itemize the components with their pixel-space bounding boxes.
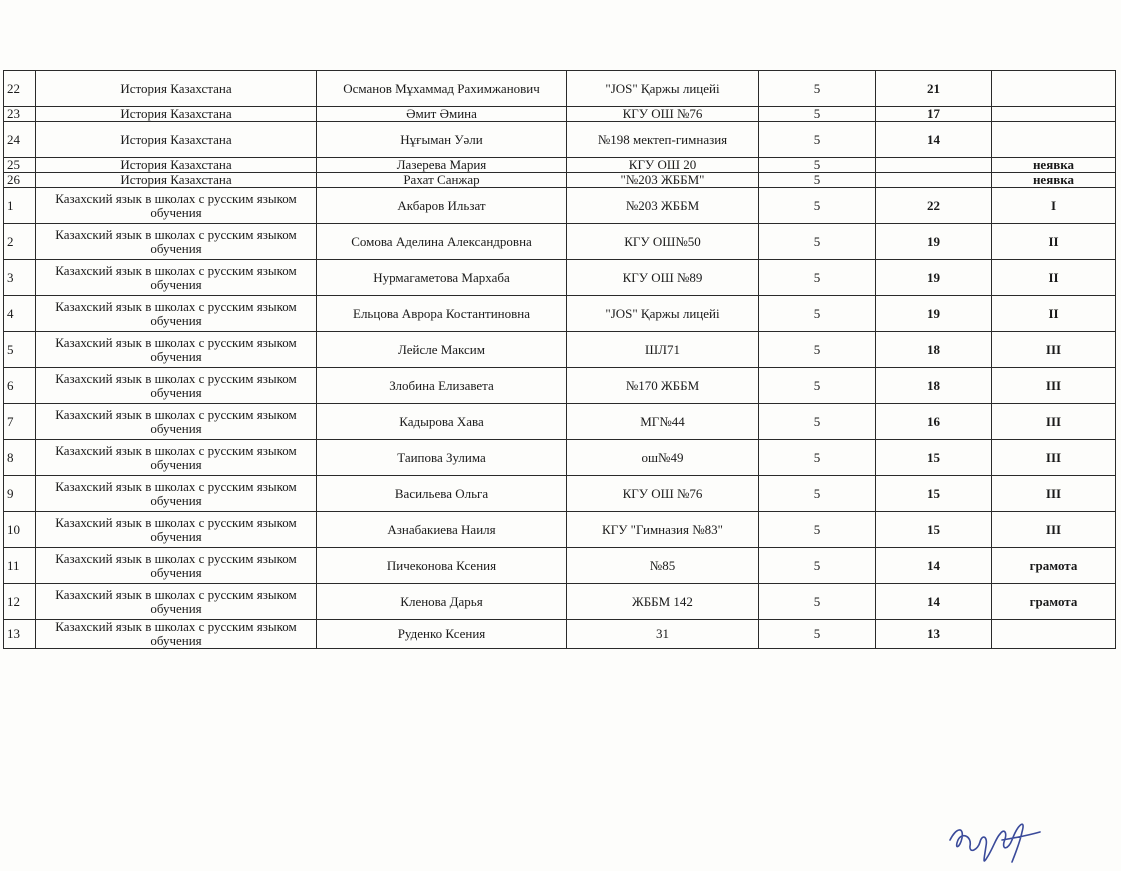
student-name: Кадырова Хава xyxy=(317,404,567,440)
table-row xyxy=(4,158,1116,173)
score-cell: 17 xyxy=(876,107,992,122)
student-name: Ельцова Аврора Костантиновна xyxy=(317,296,567,332)
place-cell: II xyxy=(992,260,1116,296)
student-name: Пичеконова Ксения xyxy=(317,548,567,584)
subject-cell: Казахский язык в школах с русским языком обучения xyxy=(36,404,317,440)
subject-cell: История Казахстана xyxy=(36,122,317,158)
score-cell: 21 xyxy=(876,71,992,107)
subject-cell: История Казахстана xyxy=(36,158,317,173)
row-number: 24 xyxy=(4,122,36,158)
grade-cell: 5 xyxy=(759,173,876,188)
place-cell: II xyxy=(992,224,1116,260)
place-cell: III xyxy=(992,512,1116,548)
table-row xyxy=(4,584,1116,620)
place-cell: III xyxy=(992,368,1116,404)
grade-cell: 5 xyxy=(759,107,876,122)
table-row xyxy=(4,188,1116,224)
school-cell: КГУ ОШ№50 xyxy=(567,224,759,260)
subject-cell: История Казахстана xyxy=(36,107,317,122)
place-cell xyxy=(992,71,1116,107)
grade-cell: 5 xyxy=(759,476,876,512)
score-cell: 19 xyxy=(876,296,992,332)
subject-cell: Казахский язык в школах с русским языком обучения xyxy=(36,476,317,512)
subject-cell: Казахский язык в школах с русским языком обучения xyxy=(36,548,317,584)
subject-cell: Казахский язык в школах с русским языком обучения xyxy=(36,260,317,296)
score-cell: 13 xyxy=(876,620,992,649)
school-cell: КГУ ОШ №76 xyxy=(567,476,759,512)
row-number: 22 xyxy=(4,71,36,107)
subject-cell: Казахский язык в школах с русским языком обучения xyxy=(36,296,317,332)
grade-cell: 5 xyxy=(759,224,876,260)
score-cell: 19 xyxy=(876,224,992,260)
place-cell xyxy=(992,107,1116,122)
subject-cell: Казахский язык в школах с русским языком обучения xyxy=(36,188,317,224)
subject-cell: Казахский язык в школах с русским языком обучения xyxy=(36,512,317,548)
place-cell: грамота xyxy=(992,548,1116,584)
table-row xyxy=(4,404,1116,440)
school-cell: КГУ ОШ №76 xyxy=(567,107,759,122)
school-cell: КГУ "Гимназия №83" xyxy=(567,512,759,548)
grade-cell: 5 xyxy=(759,620,876,649)
place-cell: II xyxy=(992,296,1116,332)
place-cell: грамота xyxy=(992,584,1116,620)
school-cell: №198 мектеп-гимназия xyxy=(567,122,759,158)
table-row xyxy=(4,620,1116,649)
signature-icon xyxy=(942,810,1052,870)
place-cell: III xyxy=(992,404,1116,440)
grade-cell: 5 xyxy=(759,440,876,476)
place-cell xyxy=(992,620,1116,649)
row-number: 9 xyxy=(4,476,36,512)
school-cell: "№203 ЖББМ" xyxy=(567,173,759,188)
school-cell: ЖББМ 142 xyxy=(567,584,759,620)
student-name: Лазерева Мария xyxy=(317,158,567,173)
school-cell: КГУ ОШ 20 xyxy=(567,158,759,173)
subject-cell: Казахский язык в школах с русским языком обучения xyxy=(36,620,317,649)
table-row xyxy=(4,71,1116,107)
score-cell: 14 xyxy=(876,122,992,158)
grade-cell: 5 xyxy=(759,71,876,107)
student-name: Злобина Елизавета xyxy=(317,368,567,404)
school-cell: ош№49 xyxy=(567,440,759,476)
row-number: 6 xyxy=(4,368,36,404)
score-cell: 14 xyxy=(876,548,992,584)
table-row xyxy=(4,368,1116,404)
table-row xyxy=(4,173,1116,188)
school-cell: МГ№44 xyxy=(567,404,759,440)
subject-cell: История Казахстана xyxy=(36,173,317,188)
score-cell: 19 xyxy=(876,260,992,296)
grade-cell: 5 xyxy=(759,122,876,158)
place-cell: III xyxy=(992,476,1116,512)
student-name: Кленова Дарья xyxy=(317,584,567,620)
score-cell xyxy=(876,173,992,188)
score-cell: 15 xyxy=(876,440,992,476)
row-number: 4 xyxy=(4,296,36,332)
place-cell: неявка xyxy=(992,173,1116,188)
table-row xyxy=(4,440,1116,476)
row-number: 12 xyxy=(4,584,36,620)
school-cell: 31 xyxy=(567,620,759,649)
student-name: Османов Мұхаммад Рахимжанович xyxy=(317,71,567,107)
student-name: Таипова Зулима xyxy=(317,440,567,476)
student-name: Азнабакиева Наиля xyxy=(317,512,567,548)
student-name: Руденко Ксения xyxy=(317,620,567,649)
row-number: 8 xyxy=(4,440,36,476)
score-cell: 15 xyxy=(876,476,992,512)
subject-cell: Казахский язык в школах с русским языком обучения xyxy=(36,440,317,476)
row-number: 7 xyxy=(4,404,36,440)
student-name: Нұғыман Уәли xyxy=(317,122,567,158)
score-cell: 15 xyxy=(876,512,992,548)
table-row xyxy=(4,107,1116,122)
grade-cell: 5 xyxy=(759,158,876,173)
table-row xyxy=(4,224,1116,260)
subject-cell: Казахский язык в школах с русским языком обучения xyxy=(36,368,317,404)
student-name: Лейсле Максим xyxy=(317,332,567,368)
subject-cell: Казахский язык в школах с русским языком обучения xyxy=(36,332,317,368)
row-number: 25 xyxy=(4,158,36,173)
row-number: 26 xyxy=(4,173,36,188)
score-cell: 18 xyxy=(876,332,992,368)
grade-cell: 5 xyxy=(759,332,876,368)
table-row xyxy=(4,296,1116,332)
row-number: 23 xyxy=(4,107,36,122)
table-row xyxy=(4,512,1116,548)
grade-cell: 5 xyxy=(759,404,876,440)
grade-cell: 5 xyxy=(759,260,876,296)
grade-cell: 5 xyxy=(759,188,876,224)
place-cell: неявка xyxy=(992,158,1116,173)
place-cell: III xyxy=(992,332,1116,368)
student-name: Нурмагаметова Мархаба xyxy=(317,260,567,296)
school-cell: "JOS" Қаржы лицейі xyxy=(567,71,759,107)
school-cell: ШЛ71 xyxy=(567,332,759,368)
student-name: Сомова Аделина Александровна xyxy=(317,224,567,260)
school-cell: КГУ ОШ №89 xyxy=(567,260,759,296)
score-cell: 14 xyxy=(876,584,992,620)
results-table xyxy=(3,70,1116,649)
table-row xyxy=(4,260,1116,296)
place-cell: III xyxy=(992,440,1116,476)
row-number: 2 xyxy=(4,224,36,260)
subject-cell: Казахский язык в школах с русским языком обучения xyxy=(36,584,317,620)
table-row xyxy=(4,476,1116,512)
table-row xyxy=(4,332,1116,368)
row-number: 10 xyxy=(4,512,36,548)
place-cell xyxy=(992,122,1116,158)
results-table-body xyxy=(4,71,1116,649)
school-cell: №170 ЖББМ xyxy=(567,368,759,404)
row-number: 1 xyxy=(4,188,36,224)
school-cell: №85 xyxy=(567,548,759,584)
table-row xyxy=(4,548,1116,584)
school-cell: №203 ЖББМ xyxy=(567,188,759,224)
grade-cell: 5 xyxy=(759,548,876,584)
row-number: 3 xyxy=(4,260,36,296)
grade-cell: 5 xyxy=(759,512,876,548)
score-cell xyxy=(876,158,992,173)
score-cell: 16 xyxy=(876,404,992,440)
table-row xyxy=(4,122,1116,158)
score-cell: 18 xyxy=(876,368,992,404)
student-name: Акбаров Ильзат xyxy=(317,188,567,224)
row-number: 13 xyxy=(4,620,36,649)
grade-cell: 5 xyxy=(759,296,876,332)
student-name: Васильева Ольга xyxy=(317,476,567,512)
school-cell: "JOS" Қаржы лицейі xyxy=(567,296,759,332)
subject-cell: История Казахстана xyxy=(36,71,317,107)
subject-cell: Казахский язык в школах с русским языком обучения xyxy=(36,224,317,260)
place-cell: I xyxy=(992,188,1116,224)
row-number: 11 xyxy=(4,548,36,584)
grade-cell: 5 xyxy=(759,368,876,404)
score-cell: 22 xyxy=(876,188,992,224)
row-number: 5 xyxy=(4,332,36,368)
grade-cell: 5 xyxy=(759,584,876,620)
student-name: Әмит Әмина xyxy=(317,107,567,122)
student-name: Рахат Санжар xyxy=(317,173,567,188)
